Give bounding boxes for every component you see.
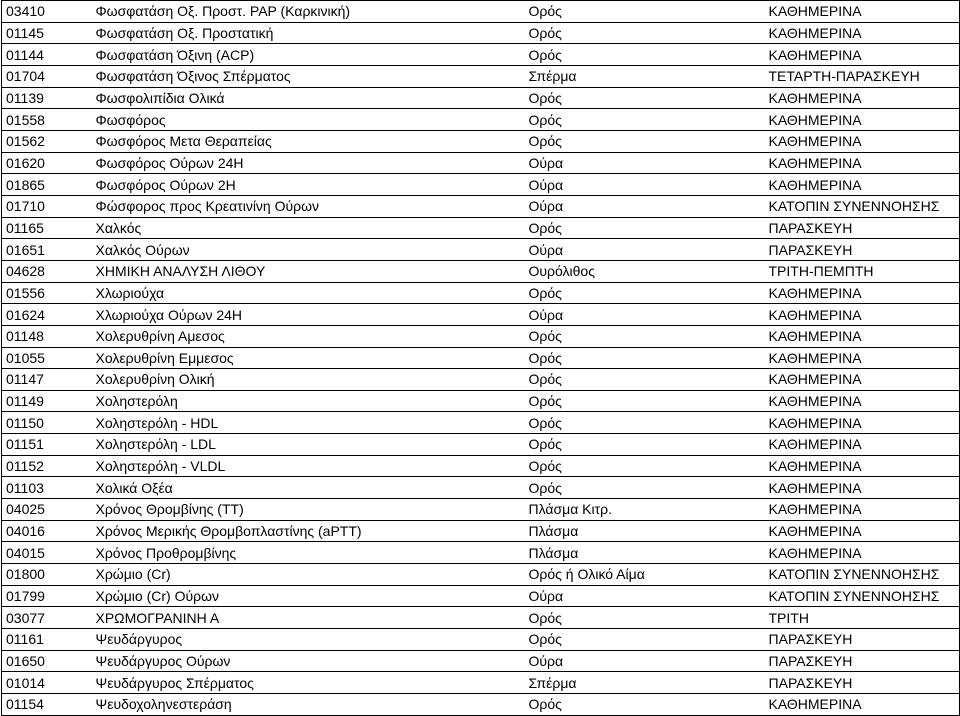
schedule-cell: ΚΑΘΗΜΕΡΙΝΑ — [765, 325, 960, 347]
test-name-cell: Χολερυθρίνη Εμμεσος — [92, 347, 525, 369]
test-code-cell: 01147 — [2, 369, 92, 391]
test-code-cell: 04628 — [2, 260, 92, 282]
test-name-cell: Χλωριούχα Ούρων 24Η — [92, 304, 525, 326]
sample-type-cell: Ορός — [525, 390, 765, 412]
table-row — [2, 369, 960, 391]
schedule-cell: ΚΑΘΗΜΕΡΙΝΑ — [765, 22, 960, 44]
sample-type-cell: Ορός — [525, 629, 765, 651]
test-code-cell: 01650 — [2, 650, 92, 672]
test-code-cell: 01556 — [2, 282, 92, 304]
test-name-cell: Ψευδάργυρος — [92, 629, 525, 651]
test-name-cell: Φωσφατάση Όξινη (ACP) — [92, 44, 525, 66]
schedule-cell: ΚΑΘΗΜΕΡΙΝΑ — [765, 347, 960, 369]
test-code-cell: 04015 — [2, 542, 92, 564]
sample-type-cell: Ορός — [525, 325, 765, 347]
schedule-cell: ΚΑΘΗΜΕΡΙΝΑ — [765, 130, 960, 152]
test-code-cell: 01149 — [2, 390, 92, 412]
test-code-cell: 01558 — [2, 109, 92, 131]
sample-type-cell: Ορός ή Ολικό Αίμα — [525, 564, 765, 586]
test-name-cell: Χοληστερόλη — [92, 390, 525, 412]
test-code-cell: 01154 — [2, 694, 92, 716]
table-row — [2, 607, 960, 629]
table-row — [2, 152, 960, 174]
test-name-cell: Φωσφόρος Ούρων 24Η — [92, 152, 525, 174]
sample-type-cell: Ορός — [525, 412, 765, 434]
schedule-cell: ΚΑΘΗΜΕΡΙΝΑ — [765, 44, 960, 66]
sample-type-cell: Ορός — [525, 130, 765, 152]
test-code-cell: 01799 — [2, 585, 92, 607]
schedule-cell: ΚΑΘΗΜΕΡΙΝΑ — [765, 174, 960, 196]
test-code-cell: 01055 — [2, 347, 92, 369]
sample-type-cell: Ορός — [525, 434, 765, 456]
test-name-cell: Φωσφόρος Ούρων 2Η — [92, 174, 525, 196]
test-name-cell: Φωσφατάση Οξ. Προστατική — [92, 22, 525, 44]
test-name-cell: Χολερυθρίνη Ολική — [92, 369, 525, 391]
test-name-cell: Χρόνος Μερικής Θρομβοπλαστίνης (aPTT) — [92, 520, 525, 542]
test-name-cell: Χλωριούχα — [92, 282, 525, 304]
schedule-cell: ΚΑΤΟΠΙΝ ΣΥΝΕΝΝΟΗΣΗΣ — [765, 564, 960, 586]
test-name-cell: ΧΡΩΜΟΓΡΑΝΙΝΗ Α — [92, 607, 525, 629]
test-code-cell: 01704 — [2, 65, 92, 87]
sample-type-cell: Ορός — [525, 87, 765, 109]
sample-type-cell: Ούρα — [525, 239, 765, 261]
schedule-cell: ΠΑΡΑΣΚΕΥΗ — [765, 239, 960, 261]
test-name-cell: Χρώμιο (Cr) — [92, 564, 525, 586]
table-row — [2, 260, 960, 282]
table-row — [2, 585, 960, 607]
schedule-cell: ΚΑΘΗΜΕΡΙΝΑ — [765, 520, 960, 542]
schedule-cell: ΚΑΘΗΜΕΡΙΝΑ — [765, 87, 960, 109]
test-name-cell: Χαλκός — [92, 217, 525, 239]
test-code-cell: 01145 — [2, 22, 92, 44]
test-name-cell: Φωσφολιπίδια Ολικά — [92, 87, 525, 109]
test-code-cell: 01651 — [2, 239, 92, 261]
schedule-cell: ΚΑΘΗΜΕΡΙΝΑ — [765, 152, 960, 174]
schedule-cell: ΠΑΡΑΣΚΕΥΗ — [765, 672, 960, 694]
test-name-cell: Φωσφατάση Όξινος Σπέρματος — [92, 65, 525, 87]
test-code-cell: 01710 — [2, 195, 92, 217]
table-row — [2, 1, 960, 23]
table-row — [2, 499, 960, 521]
test-code-cell: 01144 — [2, 44, 92, 66]
lab-tests-body — [2, 1, 960, 716]
schedule-cell: ΚΑΘΗΜΕΡΙΝΑ — [765, 542, 960, 564]
sample-type-cell: Ορός — [525, 217, 765, 239]
test-name-cell: Φωσφόρος Μετα Θεραπείας — [92, 130, 525, 152]
test-code-cell: 01165 — [2, 217, 92, 239]
test-code-cell: 01152 — [2, 455, 92, 477]
schedule-cell: ΚΑΘΗΜΕΡΙΝΑ — [765, 282, 960, 304]
table-row — [2, 130, 960, 152]
lab-tests-table — [1, 0, 960, 716]
test-code-cell: 01161 — [2, 629, 92, 651]
table-row — [2, 239, 960, 261]
test-code-cell: 01800 — [2, 564, 92, 586]
test-code-cell: 01620 — [2, 152, 92, 174]
test-code-cell: 01150 — [2, 412, 92, 434]
sample-type-cell: Ούρα — [525, 650, 765, 672]
schedule-cell: ΚΑΘΗΜΕΡΙΝΑ — [765, 390, 960, 412]
test-name-cell: Χρόνος Θρομβίνης (TT) — [92, 499, 525, 521]
schedule-cell: ΚΑΘΗΜΕΡΙΝΑ — [765, 412, 960, 434]
table-row — [2, 650, 960, 672]
test-name-cell: Φωσφατάση Οξ. Προστ. PAP (Καρκινική) — [92, 1, 525, 23]
sample-type-cell: Ουρόλιθος — [525, 260, 765, 282]
sample-type-cell: Πλάσμα — [525, 542, 765, 564]
table-row — [2, 434, 960, 456]
schedule-cell: ΚΑΘΗΜΕΡΙΝΑ — [765, 499, 960, 521]
table-row — [2, 304, 960, 326]
table-row — [2, 174, 960, 196]
sample-type-cell: Ορός — [525, 282, 765, 304]
test-name-cell: Χοληστερόλη - VLDL — [92, 455, 525, 477]
test-name-cell: Χοληστερόλη - HDL — [92, 412, 525, 434]
schedule-cell: ΚΑΘΗΜΕΡΙΝΑ — [765, 694, 960, 716]
sample-type-cell: Ούρα — [525, 195, 765, 217]
table-row — [2, 672, 960, 694]
table-row — [2, 282, 960, 304]
test-code-cell: 04016 — [2, 520, 92, 542]
schedule-cell: ΠΑΡΑΣΚΕΥΗ — [765, 217, 960, 239]
table-row — [2, 325, 960, 347]
sample-type-cell: Ορός — [525, 347, 765, 369]
test-code-cell: 01014 — [2, 672, 92, 694]
test-name-cell: Χοληστερόλη - LDL — [92, 434, 525, 456]
table-row — [2, 412, 960, 434]
table-row — [2, 564, 960, 586]
test-name-cell: Χρόνος Προθρομβίνης — [92, 542, 525, 564]
schedule-cell: ΤΡΙΤΗ — [765, 607, 960, 629]
test-name-cell: ΧΗΜΙΚΗ ΑΝΑΛΥΣΗ ΛΙΘΟΥ — [92, 260, 525, 282]
schedule-cell: ΤΕΤΑΡΤΗ-ΠΑΡΑΣΚΕΥΗ — [765, 65, 960, 87]
table-row — [2, 87, 960, 109]
schedule-cell: ΚΑΘΗΜΕΡΙΝΑ — [765, 1, 960, 23]
table-row — [2, 65, 960, 87]
sample-type-cell: Ορός — [525, 477, 765, 499]
sample-type-cell: Ούρα — [525, 174, 765, 196]
table-row — [2, 44, 960, 66]
table-row — [2, 195, 960, 217]
schedule-cell: ΠΑΡΑΣΚΕΥΗ — [765, 629, 960, 651]
sample-type-cell: Ούρα — [525, 585, 765, 607]
test-name-cell: Χαλκός Ούρων — [92, 239, 525, 261]
test-name-cell: Φωσφόρος — [92, 109, 525, 131]
test-name-cell: Ψευδάργυρος Ούρων — [92, 650, 525, 672]
test-code-cell: 01139 — [2, 87, 92, 109]
table-row — [2, 477, 960, 499]
sample-type-cell: Ορός — [525, 109, 765, 131]
schedule-cell: ΚΑΘΗΜΕΡΙΝΑ — [765, 434, 960, 456]
schedule-cell: ΚΑΘΗΜΕΡΙΝΑ — [765, 477, 960, 499]
table-row — [2, 542, 960, 564]
sample-type-cell: Σπέρμα — [525, 65, 765, 87]
schedule-cell: ΠΑΡΑΣΚΕΥΗ — [765, 650, 960, 672]
table-row — [2, 455, 960, 477]
sample-type-cell: Πλάσμα — [525, 520, 765, 542]
test-code-cell: 01151 — [2, 434, 92, 456]
sample-type-cell: Ορός — [525, 607, 765, 629]
schedule-cell: ΚΑΘΗΜΕΡΙΝΑ — [765, 455, 960, 477]
schedule-cell: ΚΑΤΟΠΙΝ ΣΥΝΕΝΝΟΗΣΗΣ — [765, 585, 960, 607]
sample-type-cell: Ορός — [525, 22, 765, 44]
test-code-cell: 01865 — [2, 174, 92, 196]
table-row — [2, 217, 960, 239]
sample-type-cell: Ορός — [525, 44, 765, 66]
schedule-cell: ΚΑΘΗΜΕΡΙΝΑ — [765, 369, 960, 391]
sample-type-cell: Ούρα — [525, 152, 765, 174]
test-code-cell: 04025 — [2, 499, 92, 521]
sample-type-cell: Ορός — [525, 694, 765, 716]
table-row — [2, 347, 960, 369]
test-code-cell: 01103 — [2, 477, 92, 499]
table-row — [2, 629, 960, 651]
schedule-cell: ΚΑΤΟΠΙΝ ΣΥΝΕΝΝΟΗΣΗΣ — [765, 195, 960, 217]
schedule-cell: ΚΑΘΗΜΕΡΙΝΑ — [765, 304, 960, 326]
schedule-cell: ΤΡΙΤΗ-ΠΕΜΠΤΗ — [765, 260, 960, 282]
sample-type-cell: Ορός — [525, 1, 765, 23]
table-row — [2, 390, 960, 412]
table-row — [2, 520, 960, 542]
schedule-cell: ΚΑΘΗΜΕΡΙΝΑ — [765, 109, 960, 131]
sample-type-cell: Σπέρμα — [525, 672, 765, 694]
table-row — [2, 109, 960, 131]
table-row — [2, 22, 960, 44]
test-code-cell: 01624 — [2, 304, 92, 326]
test-code-cell: 03077 — [2, 607, 92, 629]
sample-type-cell: Πλάσμα Κιτρ. — [525, 499, 765, 521]
test-code-cell: 01562 — [2, 130, 92, 152]
table-row — [2, 694, 960, 716]
test-name-cell: Χολικά Οξέα — [92, 477, 525, 499]
test-name-cell: Χρώμιο (Cr) Ούρων — [92, 585, 525, 607]
test-code-cell: 03410 — [2, 1, 92, 23]
sample-type-cell: Ούρα — [525, 304, 765, 326]
test-name-cell: Χολερυθρίνη Αμεσος — [92, 325, 525, 347]
test-name-cell: Ψευδοχοληνεστεράση — [92, 694, 525, 716]
test-code-cell: 01148 — [2, 325, 92, 347]
sample-type-cell: Ορός — [525, 455, 765, 477]
sample-type-cell: Ορός — [525, 369, 765, 391]
test-name-cell: Φώσφορος προς Κρεατινίνη Ούρων — [92, 195, 525, 217]
test-name-cell: Ψευδάργυρος Σπέρματος — [92, 672, 525, 694]
